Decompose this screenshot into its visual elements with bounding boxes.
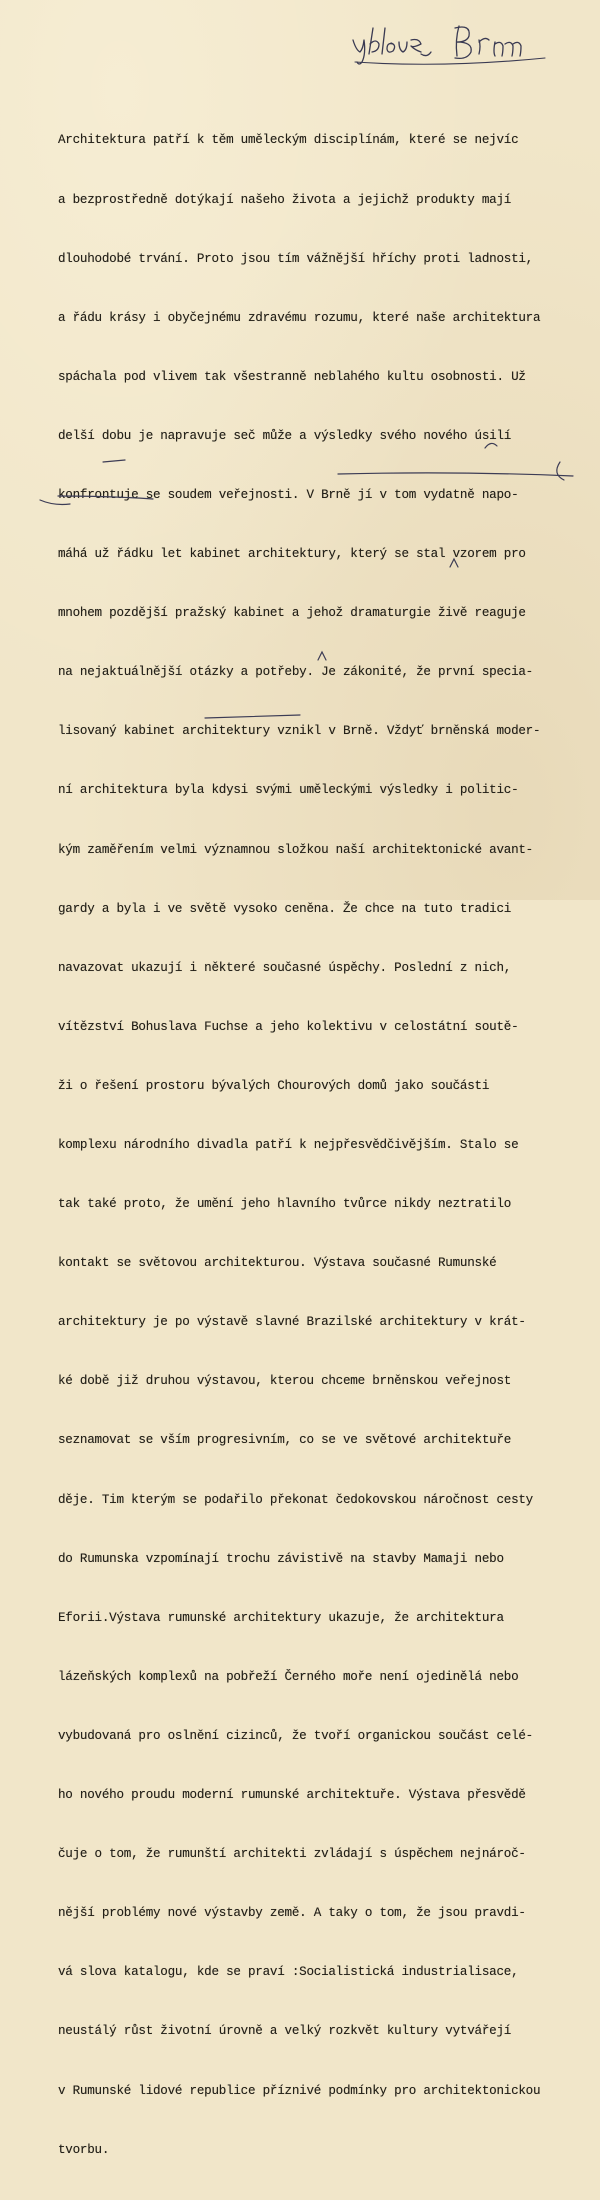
paragraph-line: delší dobu je napravuje seč může a výsledky svého nového úsilí	[58, 428, 512, 443]
paragraph-line: na nejaktuálnější otázky a potřeby. Je zákonité, že první specia-	[58, 665, 533, 680]
paragraph-line: Architektura patří k těm uměleckým disciplínám, které se nejvíc	[58, 133, 519, 148]
paragraph-line: Eforii.Výstava rumunské architektury ukazuje, že architektura	[58, 1610, 504, 1625]
paragraph-line: seznamovat se vším progresivním, co se ve světové architektuře	[58, 1433, 512, 1448]
paragraph-line: vá slova katalogu, kde se praví :Socialistická industrialisace,	[58, 1965, 519, 1980]
paragraph-line: vítězství Bohuslava Fuchse a jeho kolektivu v celostátní soutě-	[58, 1019, 519, 1034]
paragraph-line: lázeňských komplexů na pobřeží Černého moře není ojedinělá nebo	[58, 1669, 519, 1684]
paragraph-line: gardy a byla i ve světě vysoko ceněna. Že chce na tuto tradici	[58, 901, 512, 916]
handwritten-note-scrawl	[345, 20, 545, 70]
paragraph-line: architektury je po výstavě slavné Brazilské architektury v krát-	[58, 1315, 526, 1330]
paragraph-line: neustálý růst životní úrovně a velký rozkvět kultury vytvářejí	[58, 2024, 512, 2039]
paragraph-line: ní architektura byla kdysi svými uměleckými výsledky i politic-	[58, 783, 519, 798]
paragraph-line: a řádu krásy i obyčejnému zdravému rozumu, které naše architektura	[58, 310, 541, 325]
paragraph-line: nější problémy nové výstavby země. A taky o tom, že jsou pravdi-	[58, 1906, 526, 1921]
paragraph-line: máhá už řádku let kabinet architektury, který se stal vzorem pro	[58, 547, 526, 562]
paragraph-line: kontakt se světovou architekturou. Výstava současné Rumunské	[58, 1256, 497, 1271]
paragraph-line: mnohem pozdější pražský kabinet a jehož dramaturgie živě reaguje	[58, 606, 526, 621]
paragraph-line: a bezprostředně dotýkají našeho života a jejichž produkty mají	[58, 192, 512, 207]
paragraph-line: ké době již druhou výstavou, kterou chceme brněnskou veřejnost	[58, 1374, 512, 1389]
handwritten-note	[345, 20, 545, 70]
paragraph-line: čuje o tom, že rumunští architekti zvládají s úspěchem nejnároč-	[58, 1847, 526, 1862]
paragraph-line: konfrontuje se soudem veřejnosti. V Brně jí v tom vydatně napo-	[58, 487, 519, 502]
paragraph-line: lisovaný kabinet architektury vznikl v Brně. Vždyť brněnská moder-	[58, 724, 541, 739]
paragraph-line: tak také proto, že umění jeho hlavního tvůrce nikdy neztratilo	[58, 1197, 512, 1212]
paragraph-line: kým zaměřením velmi významnou složkou naší architektonické avant-	[58, 842, 533, 857]
paragraph-line: ži o řešení prostoru bývalých Chourových domů jako součásti	[58, 1078, 490, 1093]
paragraph-line: děje. Tim kterým se podařilo překonat čedokovskou náročnost cesty	[58, 1492, 533, 1507]
paragraph-line: spáchala pod vlivem tak všestranně neblahého kultu osobnosti. Už	[58, 369, 526, 384]
paragraph-line: v Rumunské lidové republice příznivé podmínky pro architektonickou	[58, 2083, 541, 2098]
paragraph-line: vybudovaná pro oslnění cizinců, že tvoří organickou součást celé-	[58, 1728, 533, 1743]
paragraph-line: dlouhodobé trvání. Proto jsou tím vážnější hříchy proti ladnosti,	[58, 251, 533, 266]
paragraph-line: navazovat ukazují i některé současné úspěchy. Poslední z nich,	[58, 960, 512, 975]
paragraph-line: tvorbu.	[58, 2142, 110, 2157]
paragraph-line: do Rumunska vzpomínají trochu závistivě na stavby Mamaji nebo	[58, 1551, 504, 1566]
paragraph-line: ho nového proudu moderní rumunské architektuře. Výstava přesvědě	[58, 1788, 526, 1803]
paragraph-line: komplexu národního divadla patří k nejpřesvědčivějším. Stalo se	[58, 1138, 519, 1152]
typed-paragraph	[58, 92, 598, 2200]
